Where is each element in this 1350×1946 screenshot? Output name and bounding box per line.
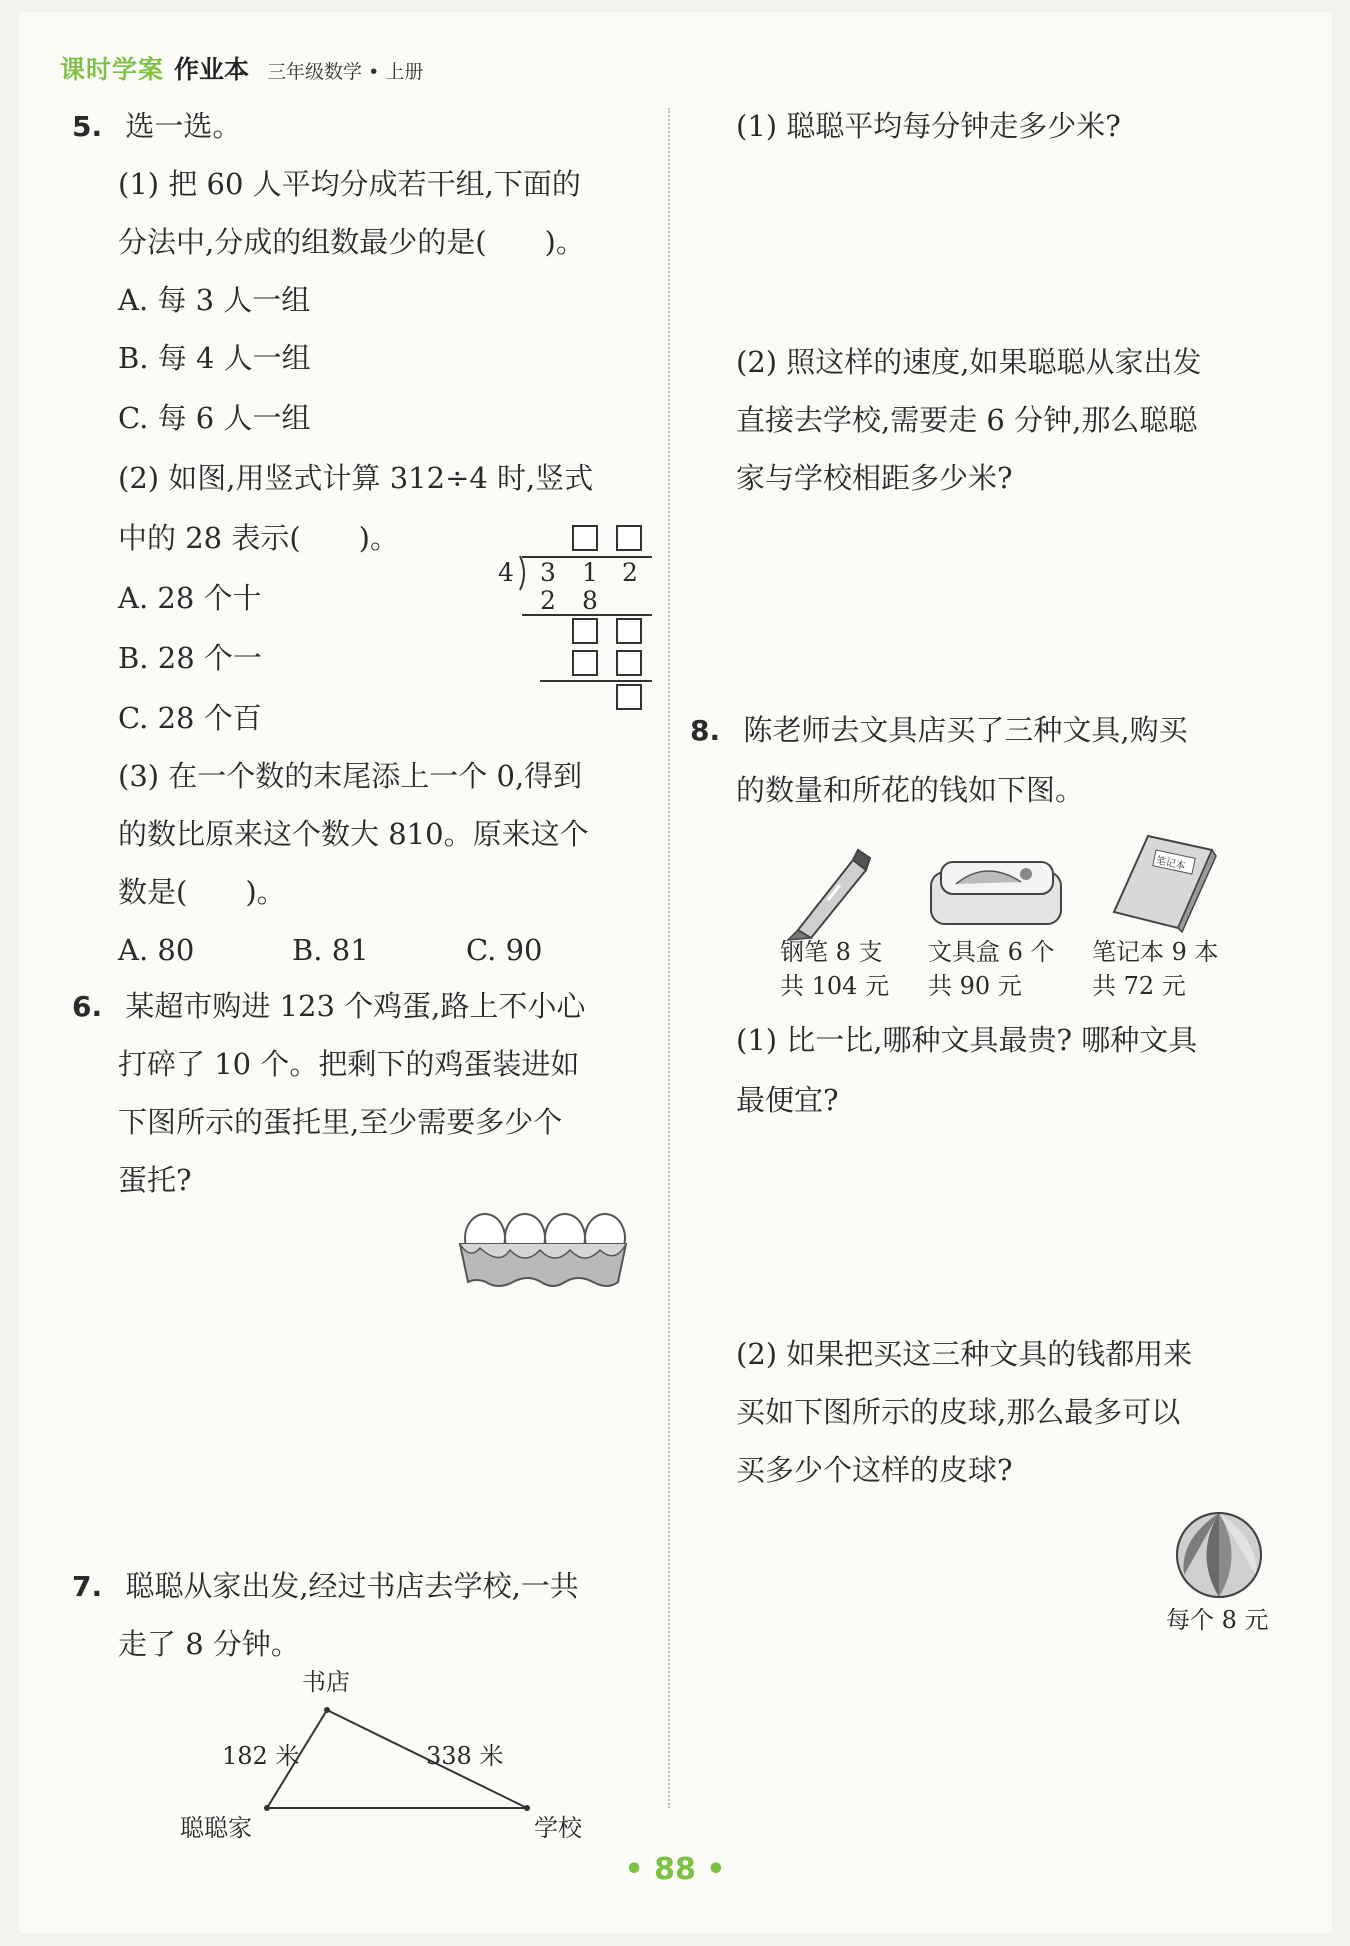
q5-p3-option-a: A. 80 (118, 933, 195, 967)
subtract-digit-2: 8 (582, 586, 598, 615)
q5-p2-line1: (2) 如图,用竖式计算 312÷4 时,竖式 (118, 461, 594, 495)
dividend-digit-2: 1 (582, 558, 598, 587)
remainder-box-1 (572, 618, 598, 644)
q7-line1 (72, 1566, 579, 1607)
notebook-label-1: 笔记本 9 本 (1092, 938, 1219, 966)
q7-p2-line1: (2) 照这样的速度,如果聪聪从家出发 (736, 345, 1202, 379)
dividend-digit-3: 2 (622, 558, 638, 587)
division-bracket (518, 556, 538, 592)
ball-image (1174, 1510, 1264, 1600)
q7-p1: (1) 聪聪平均每分钟走多少米? (736, 109, 1121, 143)
divisor: 4 (498, 558, 514, 587)
final-remainder-box (616, 684, 642, 710)
page-number: • 88 • (624, 1852, 726, 1887)
remainder-box-2 (616, 618, 642, 644)
q8-p2-line3: 买多少个这样的皮球? (736, 1453, 1013, 1487)
pencil-case-label-1: 文具盒 6 个 (928, 938, 1055, 966)
quotient-box-1 (572, 525, 598, 551)
q6-line3: 下图所示的蛋托里,至少需要多少个 (118, 1105, 563, 1139)
q6-number: 6. (72, 990, 103, 1023)
q6-line4: 蛋托? (118, 1163, 192, 1197)
page-header (60, 50, 423, 90)
q5-p3-line1: (3) 在一个数的末尾添上一个 0,得到 (118, 759, 583, 793)
q5-p2-option-b: B. 28 个一 (118, 641, 262, 675)
q5-p3-line3: 数是( )。 (118, 875, 286, 909)
home-label: 聪聪家 (180, 1814, 252, 1842)
pen-image (778, 840, 878, 940)
q8-number: 8. (690, 714, 721, 747)
q8-line1 (690, 710, 1188, 751)
subtract-line-2 (540, 680, 652, 682)
q5-p1-line2: 分法中,分成的组数最少的是( )。 (118, 225, 585, 259)
quotient-box-2 (616, 525, 642, 551)
q6-text-1: 某超市购进 123 个鸡蛋,路上不小心 (125, 989, 586, 1023)
q7-number: 7. (72, 1570, 103, 1603)
column-divider (668, 108, 670, 1808)
q5-p2-option-c: C. 28 个百 (118, 701, 262, 735)
dividend-digit-1: 3 (540, 558, 556, 587)
distance-home-bookstore: 182 米 (222, 1742, 300, 1770)
pen-label-1: 钢笔 8 支 (780, 938, 883, 966)
route-triangle (262, 1700, 562, 1820)
q5-p3-line2: 的数比原来这个数大 810。原来这个 (118, 817, 589, 851)
school-label: 学校 (534, 1814, 582, 1842)
brand-dark-title: 作业本 (174, 55, 250, 84)
q5-heading (72, 106, 241, 147)
subtract-box-2 (616, 650, 642, 676)
q5-p3-option-b: B. 81 (292, 933, 369, 967)
pencil-case-image (926, 854, 1066, 934)
q7-line2: 走了 8 分钟。 (118, 1627, 300, 1661)
subtract-line-1 (522, 614, 652, 616)
subtract-digit-1: 2 (540, 586, 556, 615)
q7-p2-line2: 直接去学校,需要走 6 分钟,那么聪聪 (736, 403, 1198, 437)
q5-p2-option-a: A. 28 个十 (118, 581, 262, 615)
q5-number: 5. (72, 110, 103, 143)
subtract-box-1 (572, 650, 598, 676)
pencil-case-label-2: 共 90 元 (928, 972, 1022, 1000)
q8-p2-line1: (2) 如果把买这三种文具的钱都用来 (736, 1337, 1193, 1371)
q5-title: 选一选。 (125, 109, 242, 143)
q5-p1-option-c: C. 每 6 人一组 (118, 401, 311, 435)
notebook-image (1108, 832, 1218, 932)
distance-bookstore-school: 338 米 (426, 1742, 504, 1770)
notebook-label-2: 共 72 元 (1092, 972, 1186, 1000)
q5-p3-option-c: C. 90 (466, 933, 543, 967)
ball-price-label: 每个 8 元 (1166, 1606, 1269, 1634)
egg-tray-image (458, 1208, 628, 1298)
q8-p2-line2: 买如下图所示的皮球,那么最多可以 (736, 1395, 1181, 1429)
q8-p1-line1: (1) 比一比,哪种文具最贵? 哪种文具 (736, 1023, 1198, 1057)
pen-label-2: 共 104 元 (780, 972, 890, 1000)
bookstore-label: 书店 (302, 1668, 350, 1696)
q5-p1-option-a: A. 每 3 人一组 (118, 283, 311, 317)
q5-p1-option-b: B. 每 4 人一组 (118, 341, 311, 375)
q5-p1-line1: (1) 把 60 人平均分成若干组,下面的 (118, 167, 581, 201)
q5-p2-line2: 中的 28 表示( )。 (118, 521, 399, 555)
q6-line2: 打碎了 10 个。把剩下的鸡蛋装进如 (118, 1047, 580, 1081)
header-subtitle: 三年级数学 • 上册 (267, 61, 424, 83)
q8-text-1: 陈老师去文具店买了三种文具,购买 (743, 713, 1188, 747)
q7-text-1: 聪聪从家出发,经过书店去学校,一共 (125, 1569, 579, 1603)
q8-line2: 的数量和所花的钱如下图。 (736, 773, 1085, 807)
q8-p1-line2: 最便宜? (736, 1083, 839, 1117)
notebook-cover-text: 笔记本 (1154, 855, 1187, 873)
brand-green-title: 课时学案 (60, 55, 165, 84)
q7-p2-line3: 家与学校相距多少米? (736, 461, 1013, 495)
q6-line1 (72, 986, 585, 1027)
